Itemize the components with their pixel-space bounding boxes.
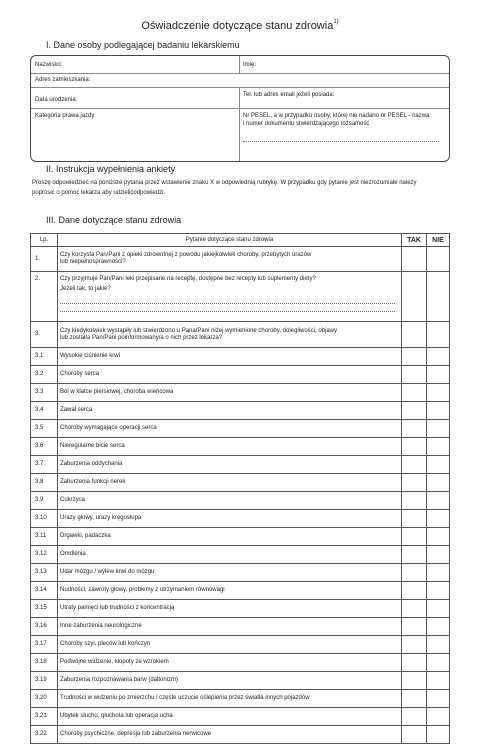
- question-text: Choroby wymagające operacji serca: [58, 420, 402, 438]
- table-row: [31, 402, 450, 420]
- no-checkbox-cell[interactable]: [427, 564, 450, 582]
- q1-line2: lub niepełnosprawności?: [60, 259, 126, 265]
- row-number: 3.6: [31, 438, 58, 456]
- table-row: [31, 528, 450, 546]
- no-checkbox-cell[interactable]: [427, 474, 450, 492]
- table-row: [31, 420, 450, 438]
- row-number: 3.18: [31, 654, 58, 672]
- row-number: 3.14: [31, 582, 58, 600]
- row-number: 3.21: [31, 708, 58, 726]
- table-row: [31, 456, 450, 474]
- table-row: [31, 726, 450, 744]
- question-text: Utraty pamięci lub trudności z koncentracją: [58, 600, 402, 618]
- row-number: 3.19: [31, 672, 58, 690]
- table-row: [31, 636, 450, 654]
- no-checkbox-cell[interactable]: [427, 600, 450, 618]
- col-yes-header: TAK: [402, 234, 427, 247]
- yes-checkbox-cell[interactable]: [402, 402, 427, 420]
- no-checkbox-cell[interactable]: [427, 272, 450, 322]
- no-checkbox-cell[interactable]: [427, 546, 450, 564]
- no-checkbox-cell[interactable]: [427, 636, 450, 654]
- question-text: Udar mózgu / wylew krwi do mózgu: [58, 564, 402, 582]
- divider: [31, 73, 449, 74]
- yes-checkbox-cell[interactable]: [402, 546, 427, 564]
- question-text: Zawał serca: [58, 402, 402, 420]
- question-text: [58, 247, 402, 272]
- q2-line2: Jeżeli tak, to jakie?: [60, 286, 111, 292]
- question-text: Nudności, zawroty głowy, problemy z utrzymaniem równowagi: [58, 582, 402, 600]
- yes-checkbox-cell[interactable]: [402, 600, 427, 618]
- section2-heading: II. Instrukcja wypełnienia ankiety: [46, 164, 176, 174]
- no-checkbox-cell[interactable]: [427, 726, 450, 744]
- q2-line1: Czy przyjmuje Pan/Pani leki przepisane na receptę, dostępne bez recepty lub suplementy diety?: [60, 276, 316, 282]
- no-checkbox-cell[interactable]: [427, 708, 450, 726]
- no-checkbox-cell[interactable]: [427, 492, 450, 510]
- yes-checkbox-cell[interactable]: [402, 582, 427, 600]
- row-number: 3.8: [31, 474, 58, 492]
- yes-checkbox-cell[interactable]: [402, 654, 427, 672]
- row-number: 3.1: [31, 348, 58, 366]
- table-row: [31, 672, 450, 690]
- question-text: Drgawki, padaczka: [58, 528, 402, 546]
- row-number: 3.20: [31, 690, 58, 708]
- answer-dotted-line: [60, 303, 395, 304]
- phone-email-label: Tel. lub adres email jeżeli posiada:: [243, 92, 335, 98]
- table-row: [31, 272, 450, 322]
- question-text: Urazy głowy, urazy kręgosłupa: [58, 510, 402, 528]
- yes-checkbox-cell[interactable]: [402, 474, 427, 492]
- question-text: Ubytek słuchu, głuchota lub operacja ucha: [58, 708, 402, 726]
- table-row: [31, 618, 450, 636]
- table-row: [31, 708, 450, 726]
- divider: [31, 87, 449, 88]
- table-row: [31, 600, 450, 618]
- license-category-label: Kategoria prawa jazdy: [35, 113, 95, 119]
- col-question-header: Pytanie dotyczące stanu zdrowia: [58, 234, 402, 247]
- yes-checkbox-cell[interactable]: [402, 247, 427, 272]
- table-row: [31, 510, 450, 528]
- row-number: 3.15: [31, 600, 58, 618]
- yes-checkbox-cell[interactable]: [402, 528, 427, 546]
- question-text: Zaburzenia rozpoznawania barw (daltonizm): [58, 672, 402, 690]
- row-number: 3.9: [31, 492, 58, 510]
- yes-checkbox-cell[interactable]: [402, 708, 427, 726]
- pesel-dotted-line: [243, 141, 439, 142]
- first-name-label: Imię:: [243, 62, 257, 68]
- yes-checkbox-cell[interactable]: [402, 384, 427, 402]
- table-row: [31, 690, 450, 708]
- question-text: Choroby serca: [58, 366, 402, 384]
- question-text: [58, 322, 402, 348]
- table-row: [31, 438, 450, 456]
- row-number: 3.17: [31, 636, 58, 654]
- question-text: Zaburzenia funkcji nerek: [58, 474, 402, 492]
- yes-checkbox-cell[interactable]: [402, 510, 427, 528]
- divider: [239, 56, 240, 74]
- no-checkbox-cell[interactable]: [427, 618, 450, 636]
- surname-label: Nazwisko:: [35, 62, 63, 68]
- yes-checkbox-cell[interactable]: [402, 456, 427, 474]
- health-questions-table: [30, 233, 450, 744]
- no-checkbox-cell[interactable]: [427, 348, 450, 366]
- yes-checkbox-cell[interactable]: [402, 272, 427, 322]
- yes-checkbox-cell[interactable]: [402, 492, 427, 510]
- no-checkbox-cell[interactable]: [427, 510, 450, 528]
- row-number: 3.7: [31, 456, 58, 474]
- answer-dotted-line: [60, 311, 395, 312]
- no-checkbox-cell[interactable]: [427, 582, 450, 600]
- pesel-label-line1: Nr PESEL, a w przypadku osoby, której nie nadano nr PESEL - nazwa: [243, 113, 430, 119]
- birth-date-label: Data urodzenia:: [35, 97, 78, 103]
- table-row: [31, 366, 450, 384]
- no-checkbox-cell[interactable]: [427, 654, 450, 672]
- table-row: [31, 348, 450, 366]
- yes-checkbox-cell[interactable]: [402, 690, 427, 708]
- divider: [31, 108, 449, 109]
- table-row: [31, 654, 450, 672]
- yes-checkbox-cell[interactable]: [402, 564, 427, 582]
- row-number: 3.13: [31, 564, 58, 582]
- title-text: Oświadczenie dotyczące stanu zdrowia: [141, 20, 334, 32]
- q3-line2: lub został/a Pan/Pani poinformowany/a o nich przez lekarza?: [60, 334, 223, 341]
- personal-data-box: [30, 55, 450, 162]
- row-number: 3.3: [31, 384, 58, 402]
- yes-checkbox-cell[interactable]: [402, 322, 427, 348]
- row-number: 2.: [31, 272, 58, 322]
- question-text: [58, 272, 402, 322]
- question-text: Choroby psychiczne, depresja lub zaburzenia nerwicowe: [58, 726, 402, 744]
- page-title: [0, 20, 480, 32]
- table-row: [31, 322, 450, 348]
- table-row: [31, 474, 450, 492]
- yes-checkbox-cell[interactable]: [402, 420, 427, 438]
- no-checkbox-cell[interactable]: [427, 322, 450, 348]
- yes-checkbox-cell[interactable]: [402, 366, 427, 384]
- no-checkbox-cell[interactable]: [427, 366, 450, 384]
- instruction-line2: poprosić o pomoc lekarza aby udzielićodpowiedzi.: [32, 190, 166, 196]
- instruction-line1: Proszę odpowiedzieć na poniższe pytania przez wstawienie znaku X w odpowiednią rubrykę. W przypadku gdy pytanie jest niezrozumiałe należy: [32, 180, 417, 186]
- no-checkbox-cell[interactable]: [427, 456, 450, 474]
- instructions: [32, 178, 450, 198]
- row-number: 3.16: [31, 618, 58, 636]
- question-text: Trudności w widzeniu po zmierzchu i częste uczucie oślepienia przez światła innych pojazdów: [58, 690, 402, 708]
- yes-checkbox-cell[interactable]: [402, 438, 427, 456]
- yes-checkbox-cell[interactable]: [402, 672, 427, 690]
- yes-checkbox-cell[interactable]: [402, 618, 427, 636]
- no-checkbox-cell[interactable]: [427, 690, 450, 708]
- col-lp-header: Lp.: [31, 234, 58, 247]
- address-label: Adres zamieszkania:: [35, 77, 91, 83]
- table-row: [31, 384, 450, 402]
- pesel-label-line2: i numer dokumentu stwierdzającego tożsamość: [243, 121, 370, 127]
- no-checkbox-cell[interactable]: [427, 420, 450, 438]
- yes-checkbox-cell[interactable]: [402, 726, 427, 744]
- question-text: Nieregularne bicie serca: [58, 438, 402, 456]
- no-checkbox-cell[interactable]: [427, 384, 450, 402]
- q1-line1: Czy korzysta Pan/Pani z opieki zdrowotnej z powodu jakiejkolwiek choroby, przebytych urazów: [60, 252, 312, 258]
- section1-heading: I. Dane osoby podlegającej badaniu lekarskiemu: [46, 40, 240, 50]
- table-row: [31, 247, 450, 272]
- row-number: 1.: [31, 247, 58, 272]
- question-text: Omdlenia: [58, 546, 402, 564]
- table-row: [31, 582, 450, 600]
- row-number: 3.10: [31, 510, 58, 528]
- table-row: [31, 546, 450, 564]
- question-text: Cukrzyca: [58, 492, 402, 510]
- question-text: Wysokie ciśnienie krwi: [58, 348, 402, 366]
- table-row: [31, 564, 450, 582]
- q3-line1: Czy kiedykolwiek wystąpiły lub stwierdzono u Pana/Pani niżej wymienione choroby, dolegliwości, objawy: [60, 327, 338, 334]
- no-checkbox-cell[interactable]: [427, 247, 450, 272]
- question-text: Choroby szyi, pleców lub kończyn: [58, 636, 402, 654]
- row-number: 3.12: [31, 546, 58, 564]
- question-text: Podwójne widzenie, kłopoty ze wzrokiem: [58, 654, 402, 672]
- question-text: Inne zaburzenia neurologiczne: [58, 618, 402, 636]
- row-number: 3.22: [31, 726, 58, 744]
- row-number: 3.4: [31, 402, 58, 420]
- row-number: 3.2: [31, 366, 58, 384]
- col-no-header: NIE: [427, 234, 450, 247]
- section3-heading: III. Dane dotyczące stanu zdrowia: [46, 215, 182, 225]
- no-checkbox-cell[interactable]: [427, 528, 450, 546]
- no-checkbox-cell[interactable]: [427, 438, 450, 456]
- title-footnote: 1): [333, 19, 339, 25]
- yes-checkbox-cell[interactable]: [402, 348, 427, 366]
- question-text: Zaburzenia oddychania: [58, 456, 402, 474]
- divider: [239, 87, 240, 161]
- question-text: Ból w klatce piersiowej, choroba wieńcowa: [58, 384, 402, 402]
- row-number: 3.5: [31, 420, 58, 438]
- table-row: [31, 492, 450, 510]
- yes-checkbox-cell[interactable]: [402, 636, 427, 654]
- row-number: 3.: [31, 322, 58, 348]
- no-checkbox-cell[interactable]: [427, 402, 450, 420]
- row-number: 3.11: [31, 528, 58, 546]
- no-checkbox-cell[interactable]: [427, 672, 450, 690]
